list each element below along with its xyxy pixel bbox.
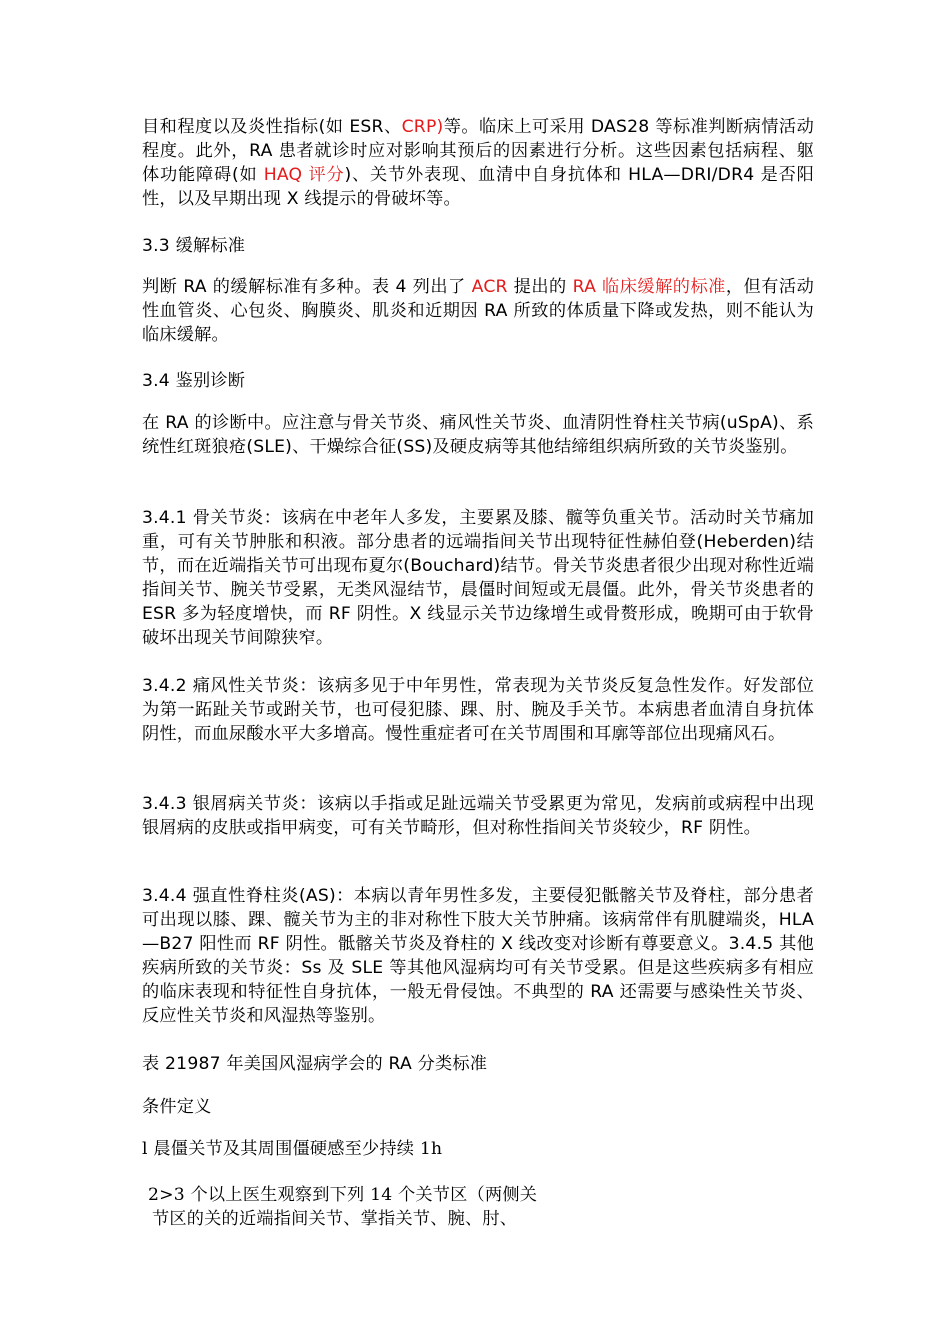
- criteria-item-2-line-2: 节区的关的近端指间关节、掌指关节、腕、肘、: [152, 1209, 518, 1229]
- text-run: 提出的: [507, 277, 573, 297]
- heading-3-3: 3.3 缓解标准: [142, 236, 246, 256]
- text-run: ，但有活动性血管炎、心包炎、胸膜炎、肌炎和近期因 RA 所致的体质量下降或发热，则不能认为临床缓解。: [142, 277, 814, 345]
- highlight-remission-criteria: RA 临床缓解的标准: [572, 277, 726, 297]
- paragraph-gout: 3.4.2 痛风性关节炎：该病多见于中年男性，常表现为关节炎反复急性发作。好发部位为第一跖趾关节或跗关节，也可侵犯膝、踝、肘、腕及手关节。本病患者血清自身抗体阴性，而血尿酸水平大多增高。慢性重症者可在关节周围和耳廓等部位出现痛风石。: [142, 676, 814, 744]
- heading-3-4: 3.4 鉴别诊断: [142, 371, 246, 391]
- text-run: 判断 RA 的缓解标准有多种。表 4 列出了: [142, 277, 472, 297]
- paragraph-psoriatic: 3.4.3 银屑病关节炎：该病以手指或足趾远端关节受累更为常见，发病前或病程中出现银屑病的皮肤或指甲病变，可有关节畸形，但对称性指间关节炎较少，RF 阴性。: [142, 794, 814, 838]
- paragraph-disease-activity: [142, 115, 814, 211]
- criteria-item-2: [148, 1183, 568, 1231]
- paragraph-differential: 在 RA 的诊断中。应注意与骨关节炎、痛风性关节炎、血清阴性脊柱关节病(uSpA)、系统性红斑狼疮(SLE)、干燥综合征(SS)及硬皮病等其他结缔组织病所致的关节炎鉴别。: [142, 413, 814, 457]
- highlight-acr: ACR: [471, 277, 508, 297]
- text-run: )、关节外表现、血清中自身抗体和 HLA—DRI/DR4 是否阳性，以及早期出现 X 线提示的骨破坏等。: [142, 165, 814, 209]
- paragraph-ankylosing: 3.4.4 强直性脊柱炎(AS)：本病以青年男性多发，主要侵犯骶髂关节及脊柱，部分患者可出现以膝、踝、髋关节为主的非对称性下肢大关节肿痛。该病常伴有肌腱端炎，HLA—B27 阳性而 RF 阴性。骶髂关节炎及脊柱的 X 线改变对诊断有尊要意义。3.4.5 其他疾病所致的关节炎：Ss 及 SLE 等其他风湿病均可有关节受累。但是这些疾病多有相应的临床表现和特征性自身抗体，一般无骨侵蚀。不典型的 RA 还需要与感染性关节炎、反应性关节炎和风湿热等鉴别。: [142, 886, 814, 1026]
- criteria-item-1: l 晨僵关节及其周围僵硬感至少持续 1h: [142, 1139, 443, 1159]
- paragraph-remission: [142, 275, 814, 347]
- paragraph-osteoarthritis: 3.4.1 骨关节炎：该病在中老年人多发，主要累及膝、髋等负重关节。活动时关节痛加重，可有关节肿胀和积液。部分患者的远端指间关节出现特征性赫伯登(Heberden)结节，而在近端指关节可出现布夏尔(Bouchard)结节。骨关节炎患者很少出现对称性近端指间关节、腕关节受累，无类风湿结节，晨僵时间短或无晨僵。此外，骨关节炎患者的 ESR 多为轻度增快，而 RF 阴性。X 线显示关节边缘增生或骨赘形成，晚期可由于软骨破坏出现关节间隙狭窄。: [142, 508, 814, 648]
- table-title: 表 21987 年美国风湿病学会的 RA 分类标准: [142, 1054, 488, 1074]
- highlight-haq: HAQ 评分: [263, 165, 345, 185]
- criteria-item-2-line-1: 2>3 个以上医生观察到下列 14 个关节区（两侧关: [148, 1185, 538, 1205]
- text-run: 目和程度以及炎性指标(如 ESR、: [142, 117, 402, 137]
- text-run: 等。临床上可采用 DAS28 等标准判断病情活动程度。此外，RA 患者就诊时应对影响其预后的因素进行分析。这些因素包括病程、躯体功能障碍(如: [142, 117, 814, 185]
- condition-definition-label: 条件定义: [142, 1097, 212, 1117]
- highlight-crp: CRP): [401, 117, 444, 137]
